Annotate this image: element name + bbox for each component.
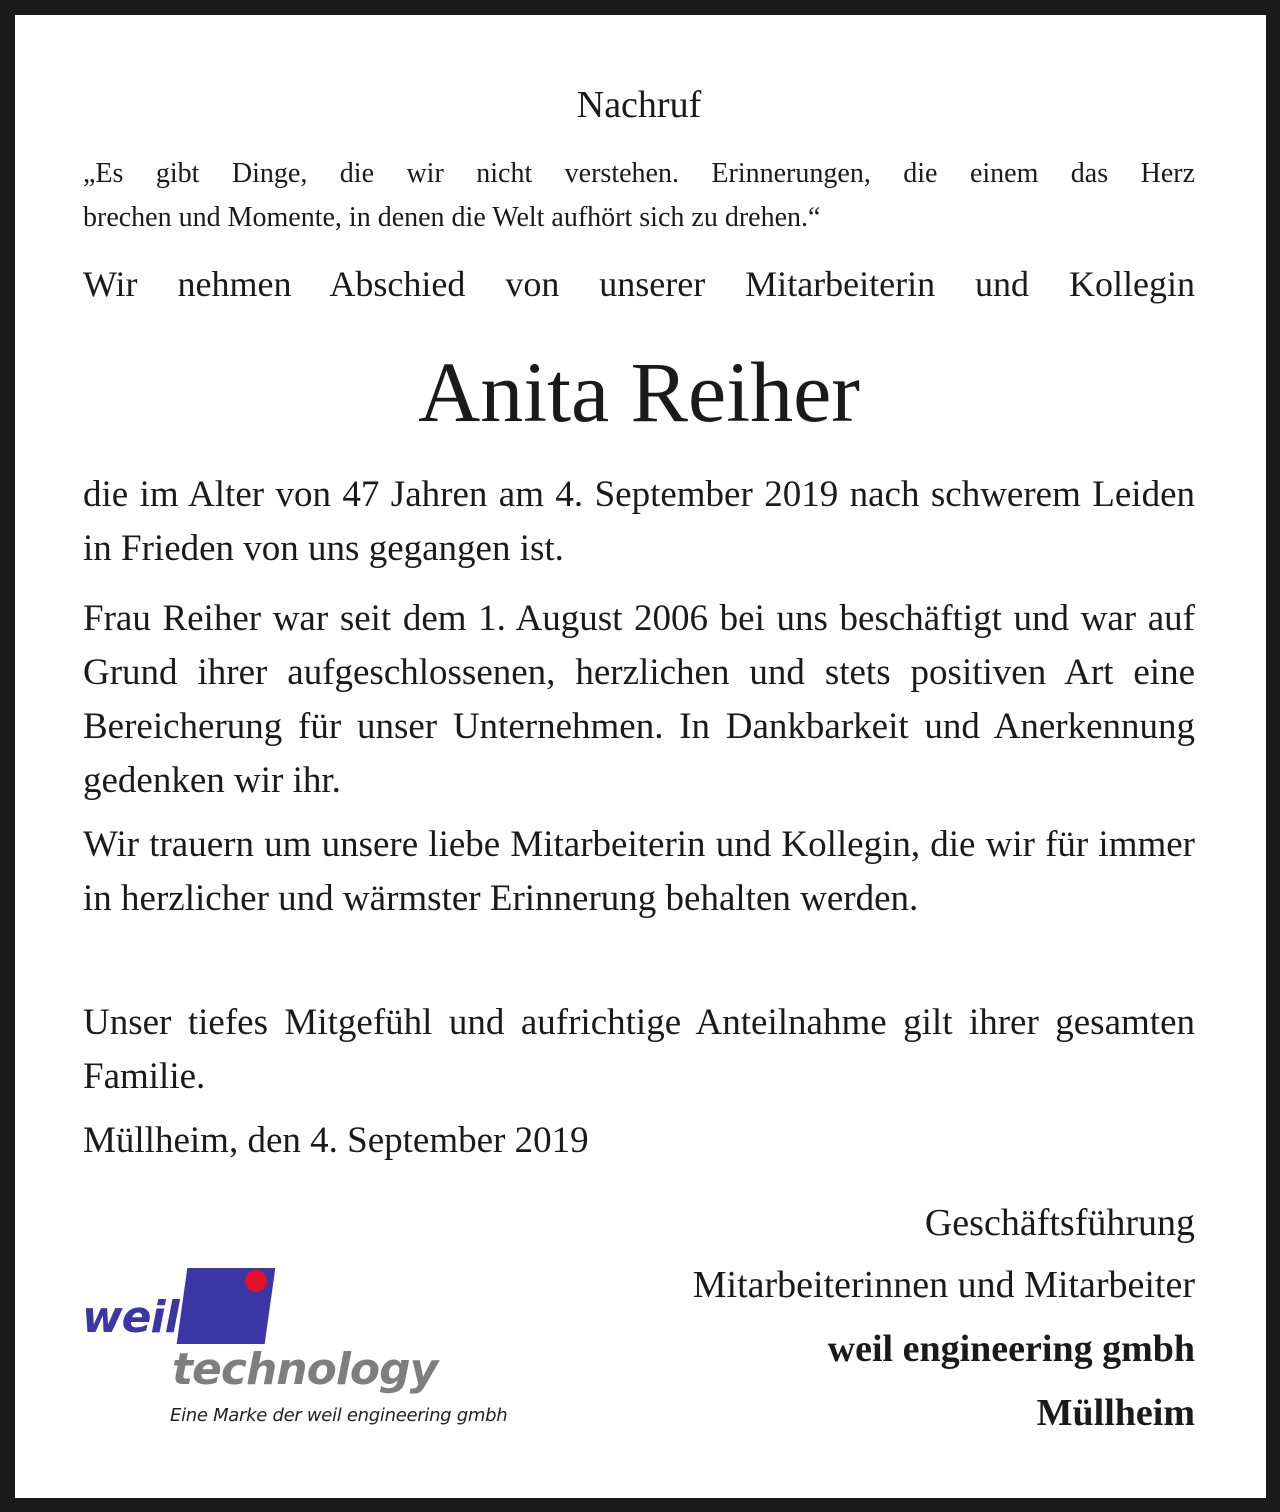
- place-date: Müllheim, den 4. September 2019: [83, 1120, 589, 1161]
- logo-tagline: Eine Marke der weil engineering gmbh: [170, 1405, 508, 1426]
- signature-city: Müllheim: [1036, 1392, 1195, 1434]
- logo-word-weil: weil: [82, 1292, 179, 1343]
- deceased-name: Anita Reiher: [418, 344, 860, 440]
- quote-line-1: „Es gibt Dinge, die wir nicht verstehen. Erinnerungen, die einem das Herz: [83, 158, 1195, 189]
- heading-nachruf: Nachruf: [576, 84, 702, 126]
- intro-text: Wir nehmen Abschied von unserer Mitarbeiterin und Kollegin: [83, 264, 1195, 304]
- signature-company: weil engineering gmbh: [827, 1328, 1195, 1370]
- signature-line-1: Geschäftsführung: [924, 1202, 1195, 1244]
- paragraph-1: die im Alter von 47 Jahren am 4. September 2019 nach schwerem Leiden in Frieden von uns gegangen ist.: [83, 474, 1195, 569]
- logo-word-technology: technology: [172, 1344, 438, 1395]
- paragraph-4: Unser tiefes Mitgefühl und aufrichtige Anteilnahme gilt ihrer gesamten Familie.: [83, 1002, 1195, 1097]
- signature-line-2: Mitarbeiterinnen und Mitarbeiter: [692, 1264, 1195, 1306]
- paragraph-3: Wir trauern um unsere liebe Mitarbeiterin und Kollegin, die wir für immer in herzlicher und wärmster Erinnerung behalten werden.: [83, 824, 1195, 919]
- quote: [83, 152, 1195, 240]
- paragraph-2: Frau Reiher war seit dem 1. August 2006 bei uns beschäftigt und war auf Grund ihrer aufgeschlossenen, herzlichen und stets positiven Art eine Bereicherung für unser Unternehmen. In Dankbarkeit und Anerkennung gedenken wir ihr.: [83, 598, 1195, 801]
- weil-technology-logo: [80, 1262, 550, 1442]
- logo-red-dot-icon: [245, 1270, 267, 1292]
- quote-line-2: brechen und Momente, in denen die Welt aufhört sich zu drehen.“: [83, 202, 821, 233]
